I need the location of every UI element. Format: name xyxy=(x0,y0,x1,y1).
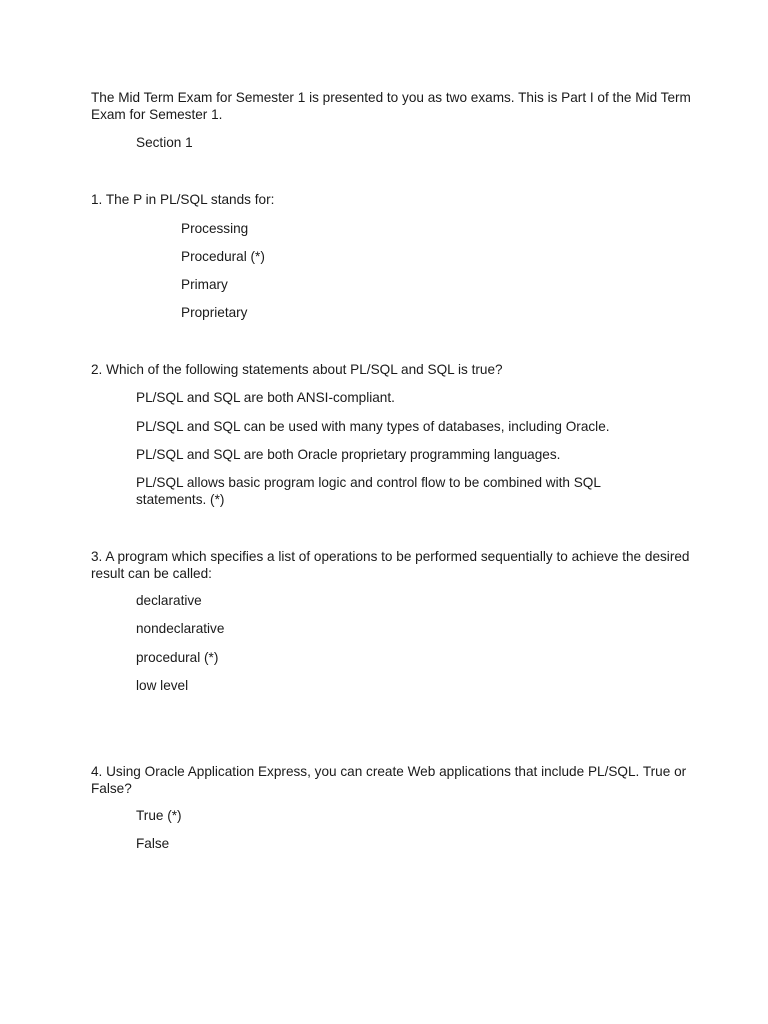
question-4-option-1: True (*) xyxy=(136,808,182,823)
question-4-option-2: False xyxy=(136,836,170,851)
question-3-option-3: procedural (*) xyxy=(136,650,219,665)
question-3-option-4: low level xyxy=(136,678,189,693)
section-heading: Section 1 xyxy=(136,135,193,150)
question-3-option-1: declarative xyxy=(136,593,202,608)
intro-paragraph: The Mid Term Exam for Semester 1 is presented to you as two exams. This is Part I of the Mid Term Exam for Semester 1. xyxy=(91,90,691,122)
question-2-option-2: PL/SQL and SQL can be used with many types of databases, including Oracle. xyxy=(136,419,610,434)
question-4-text: 4. Using Oracle Application Express, you can create Web applications that include PL/SQL. True or False? xyxy=(91,764,687,796)
question-2-option-4: PL/SQL allows basic program logic and control flow to be combined with SQL statements. (*) xyxy=(136,475,601,507)
question-1-option-3: Primary xyxy=(181,277,228,292)
question-2-option-3: PL/SQL and SQL are both Oracle proprietary programming languages. xyxy=(136,447,561,462)
question-2-text: 2. Which of the following statements about PL/SQL and SQL is true? xyxy=(91,362,503,377)
question-1-option-4: Proprietary xyxy=(181,305,248,320)
question-1-option-2: Procedural (*) xyxy=(181,249,265,264)
question-2-option-1: PL/SQL and SQL are both ANSI-compliant. xyxy=(136,390,395,405)
question-1-option-1: Processing xyxy=(181,221,249,236)
question-3-option-2: nondeclarative xyxy=(136,621,225,636)
question-1-text: 1. The P in PL/SQL stands for: xyxy=(91,192,275,207)
question-3-text: 3. A program which specifies a list of operations to be performed sequentially to achieve the desired result can be called: xyxy=(91,549,690,581)
